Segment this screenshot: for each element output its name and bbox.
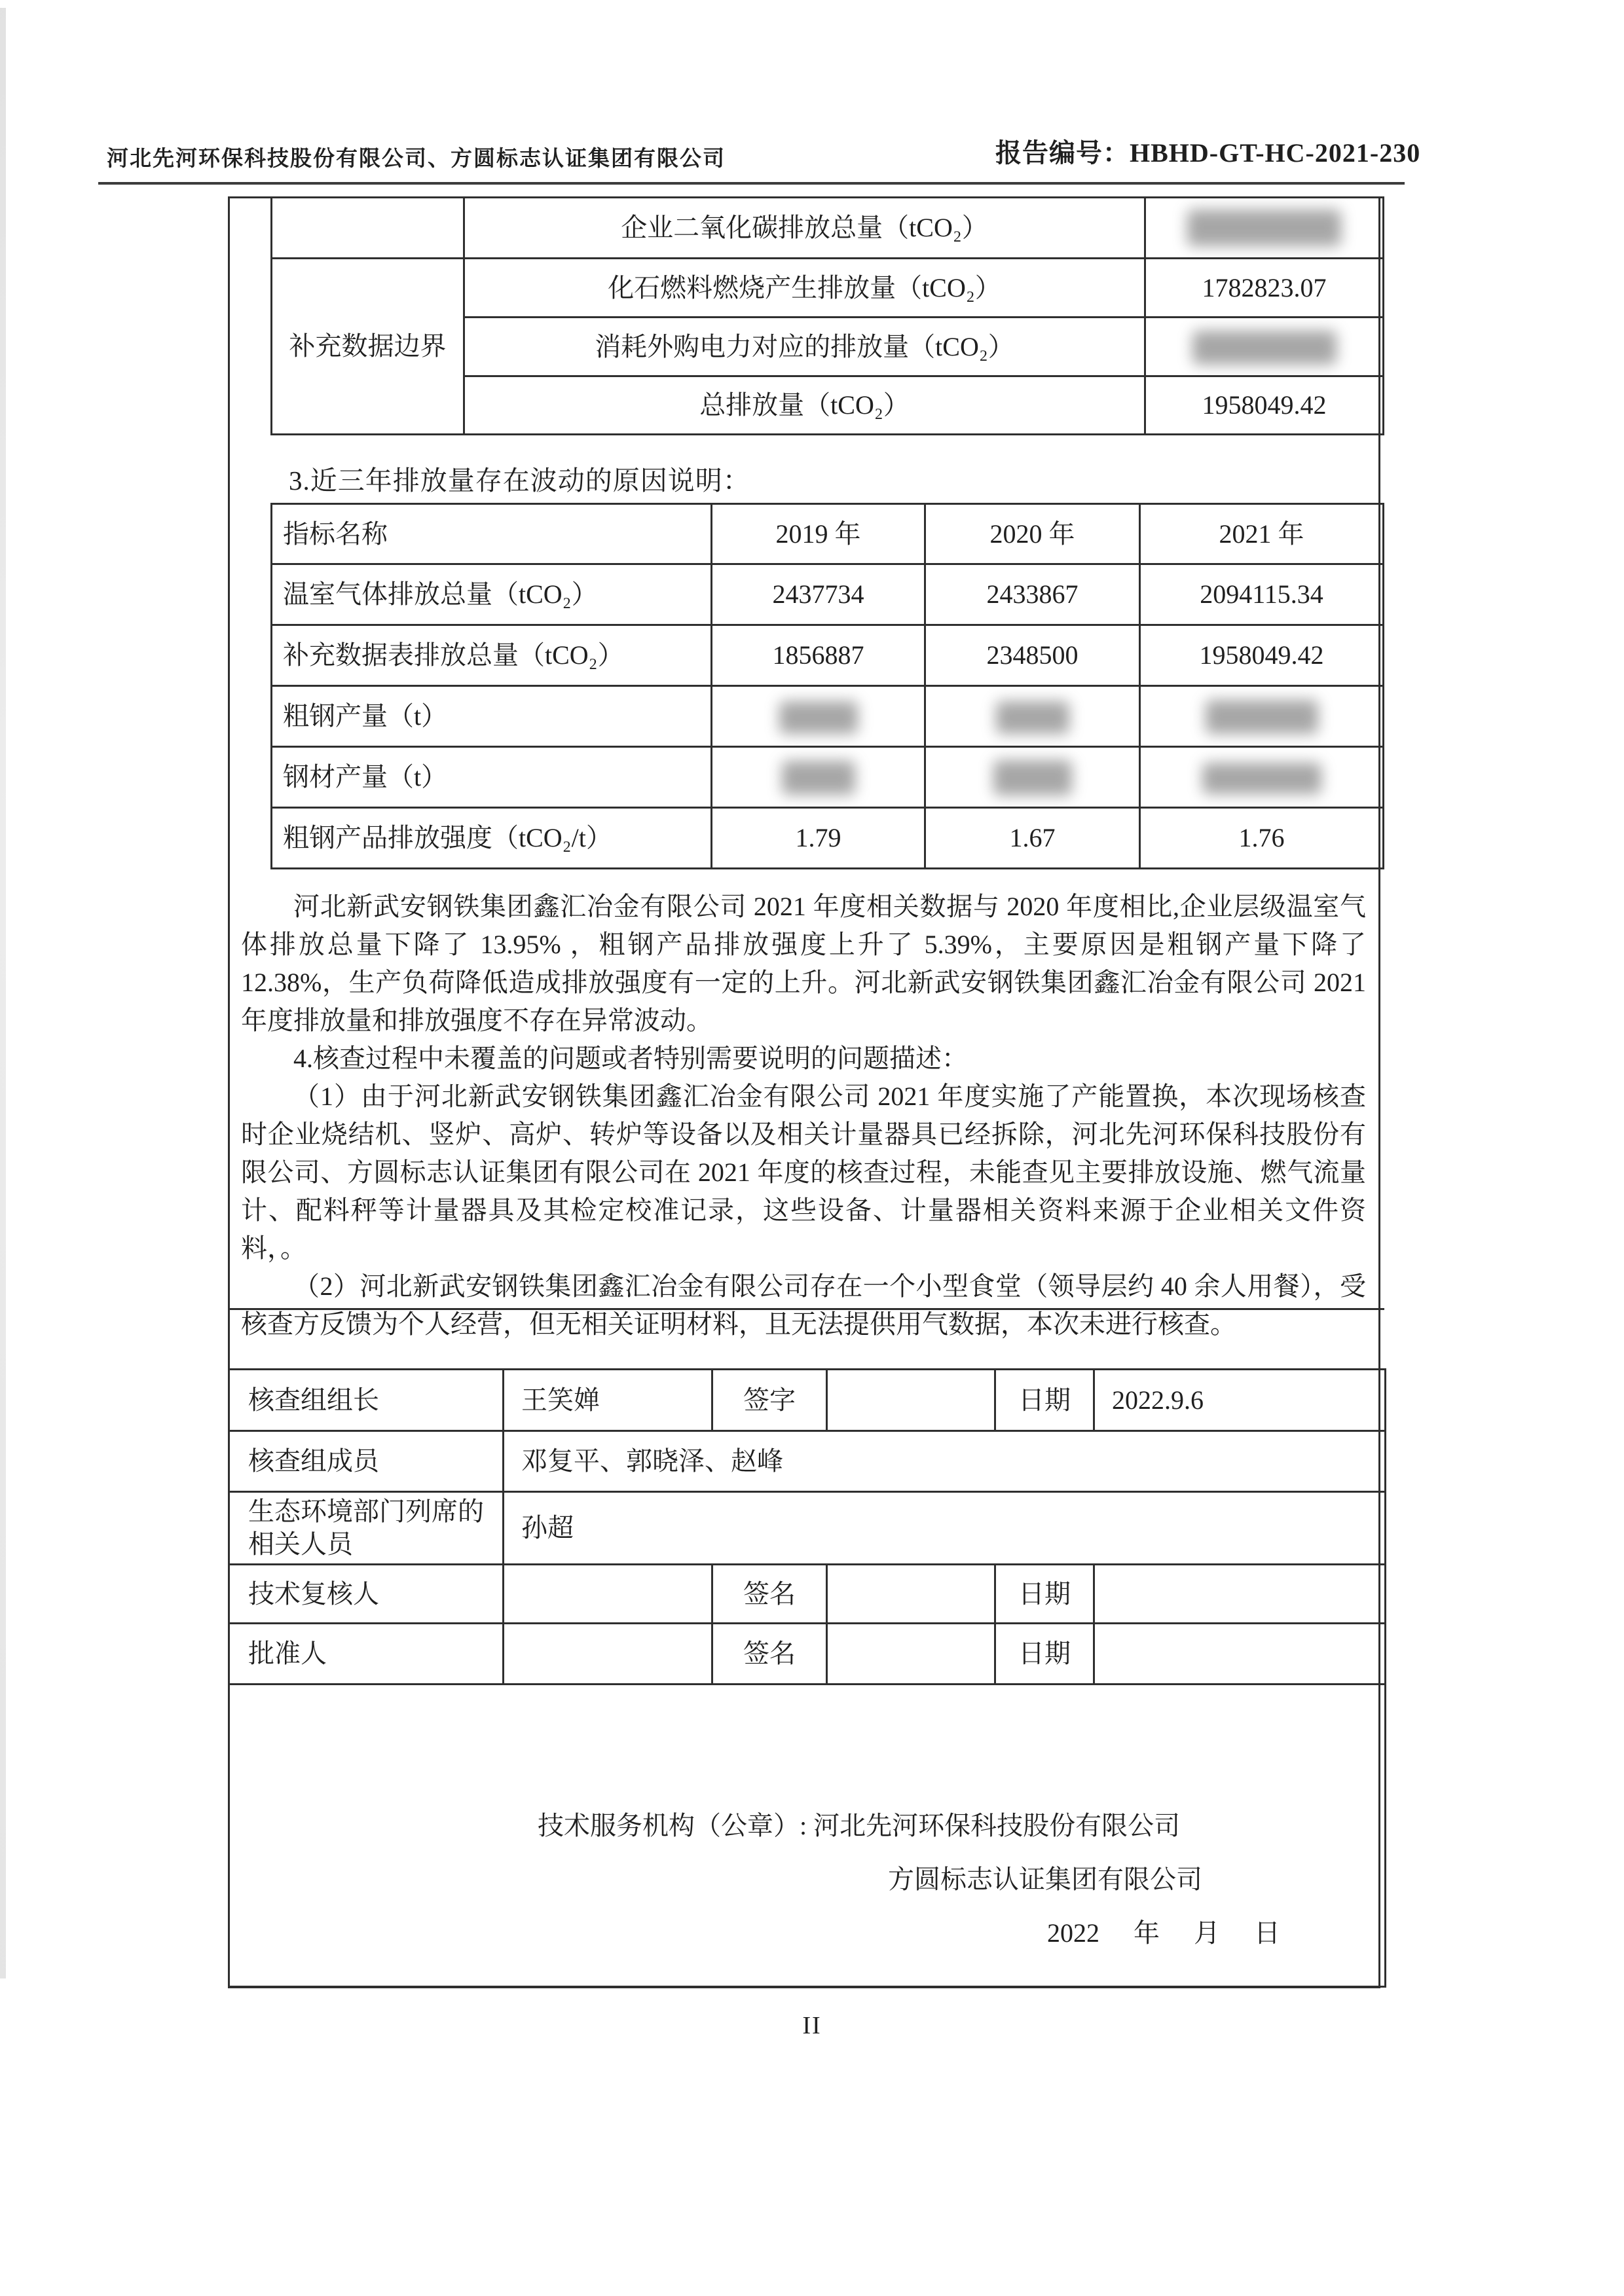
supplement-data-table	[270, 196, 1384, 435]
row-label: 补充数据表排放总量（tCO₂）	[272, 625, 712, 686]
report-number-value: HBHD-GT-HC-2021-230	[1130, 138, 1421, 168]
cell-value: 2348500	[925, 625, 1140, 686]
signature-space	[827, 1370, 995, 1431]
group-label: 补充数据边界	[272, 259, 464, 435]
leader-date: 2022.9.6	[1094, 1370, 1386, 1431]
cell-value-redacted	[1140, 686, 1384, 747]
redacted-value	[993, 760, 1072, 795]
cell-value: 1.79	[712, 808, 925, 869]
cell-value: 1.76	[1140, 808, 1384, 869]
column-header: 2019 年	[712, 504, 925, 564]
indicator-label: 化石燃料燃烧产生排放量（tCO₂）	[464, 259, 1145, 318]
column-header: 2021 年	[1140, 504, 1384, 564]
cell-value-redacted	[925, 747, 1140, 808]
row-label: 粗钢产品排放强度（tCO₂/t）	[272, 808, 712, 869]
cell-value: 2437734	[712, 564, 925, 625]
cell-value-redacted	[712, 686, 925, 747]
redacted-value	[1192, 331, 1337, 365]
report-number	[995, 132, 1420, 170]
reviewer-date	[1094, 1565, 1386, 1624]
indicator-label: 企业二氧化碳排放总量（tCO₂）	[464, 198, 1145, 259]
section-4-item-2: （2）河北新武安钢铁集团鑫汇冶金有限公司存在一个小型食堂（领导层约 40 余人用餐），受核查方反馈为个人经营，但无相关证明材料，且无法提供用气数据，本次未进行核查。	[241, 1271, 1366, 1339]
indicator-value-redacted	[1145, 318, 1384, 376]
reviewer-name	[504, 1565, 712, 1624]
sign-label: 签字	[712, 1370, 827, 1431]
sign-label: 签名	[712, 1565, 827, 1624]
scan-edge-artifact	[0, 8, 6, 1978]
date-label: 日期	[995, 1565, 1094, 1624]
indicator-value-redacted	[1145, 198, 1384, 259]
signature-row-label: 生态环境部门列席的相关人员	[229, 1492, 504, 1565]
indicator-value: 1958049.42	[1145, 376, 1384, 435]
cell-value: 1.67	[925, 808, 1140, 869]
empty-group-cell	[272, 198, 464, 259]
cell-value: 1958049.42	[1140, 625, 1384, 686]
stamp-line-agency: 技术服务机构（公章）: 河北先河环保科技股份有限公司	[538, 1811, 1181, 1840]
signature-row-label: 技术复核人	[229, 1565, 504, 1624]
fluctuation-explanation: 河北新武安钢铁集团鑫汇冶金有限公司 2021 年度相关数据与 2020 年度相比,企业层级温室气体排放总量下降了 13.95% ，粗钢产品排放强度上升了 5.39%，主要原因是粗钢产量下降了 12.38%，生产负荷降低造成排放强度有一定的上升。河北新武安钢铁集团鑫汇冶金有限公司 2021 年度排放量和排放强度不存在异常波动。	[241, 892, 1366, 1035]
report-number-label: 报告编号：	[995, 138, 1130, 168]
signature-row-label: 批准人	[229, 1624, 504, 1685]
stamp-area	[229, 1685, 1386, 1987]
signature-row-label: 核查组成员	[229, 1431, 504, 1492]
signature-row-label: 核查组组长	[229, 1370, 504, 1431]
redacted-value	[1206, 700, 1318, 734]
members-names: 邓复平、郭晓泽、赵峰	[504, 1431, 1386, 1492]
explanation-text-block	[241, 888, 1366, 1343]
row-label: 钢材产量（t）	[272, 747, 712, 808]
header-rule	[98, 182, 1405, 185]
observer-name: 孙超	[504, 1492, 1386, 1565]
section-3-heading: 3.近三年排放量存在波动的原因说明：	[289, 465, 750, 496]
sign-label: 签名	[712, 1624, 827, 1685]
indicator-value: 1782823.07	[1145, 259, 1384, 318]
column-header: 2020 年	[925, 504, 1140, 564]
column-header: 指标名称	[272, 504, 712, 564]
signature-table	[228, 1368, 1386, 1988]
signature-space	[827, 1624, 995, 1685]
section-4-item-1: （1）由于河北新武安钢铁集团鑫汇冶金有限公司 2021 年度实施了产能置换，本次现场核查时企业烧结机、竖炉、高炉、转炉等设备以及相关计量器具已经拆除，河北先河环保科技股份有限公司、方圆标志认证集团有限公司在 2021 年度的核查过程，未能查见主要排放设施、燃气流量计、配料秤等计量器具及其检定校准记录，这些设备、计量器相关资料来源于企业相关文件资料，。	[241, 1082, 1366, 1263]
indicator-label: 总排放量（tCO₂）	[464, 376, 1145, 435]
date-label: 日期	[995, 1624, 1094, 1685]
fluctuation-table	[270, 503, 1384, 869]
row-label: 粗钢产量（t）	[272, 686, 712, 747]
redacted-value	[1187, 210, 1341, 246]
date-label: 日期	[995, 1370, 1094, 1431]
signature-space	[827, 1565, 995, 1624]
approver-name	[504, 1624, 712, 1685]
cell-value: 2094115.34	[1140, 564, 1384, 625]
stamp-line-date: 2022 年 月 日	[1047, 1918, 1280, 1948]
page-number: II	[802, 2012, 822, 2039]
stamp-line-agency-2: 方圆标志认证集团有限公司	[888, 1865, 1202, 1894]
section-4-heading: 4.核查过程中未覆盖的问题或者特别需要说明的问题描述：	[293, 1044, 968, 1073]
cell-value-redacted	[712, 747, 925, 808]
redacted-value	[782, 761, 855, 795]
redacted-value	[779, 701, 858, 734]
cell-value: 1856887	[712, 625, 925, 686]
cell-value: 2433867	[925, 564, 1140, 625]
leader-name: 王笑婵	[504, 1370, 712, 1431]
redacted-value	[996, 701, 1069, 734]
row-label: 温室气体排放总量（tCO₂）	[272, 564, 712, 625]
header-company-names: 河北先河环保科技股份有限公司、方圆标志认证集团有限公司	[107, 147, 726, 171]
indicator-label: 消耗外购电力对应的排放量（tCO₂）	[464, 318, 1145, 376]
redacted-value	[1202, 763, 1321, 794]
cell-value-redacted	[925, 686, 1140, 747]
approver-date	[1094, 1624, 1386, 1685]
report-body-frame	[228, 196, 1380, 1988]
cell-value-redacted	[1140, 747, 1384, 808]
section-separator	[228, 1308, 1384, 1310]
